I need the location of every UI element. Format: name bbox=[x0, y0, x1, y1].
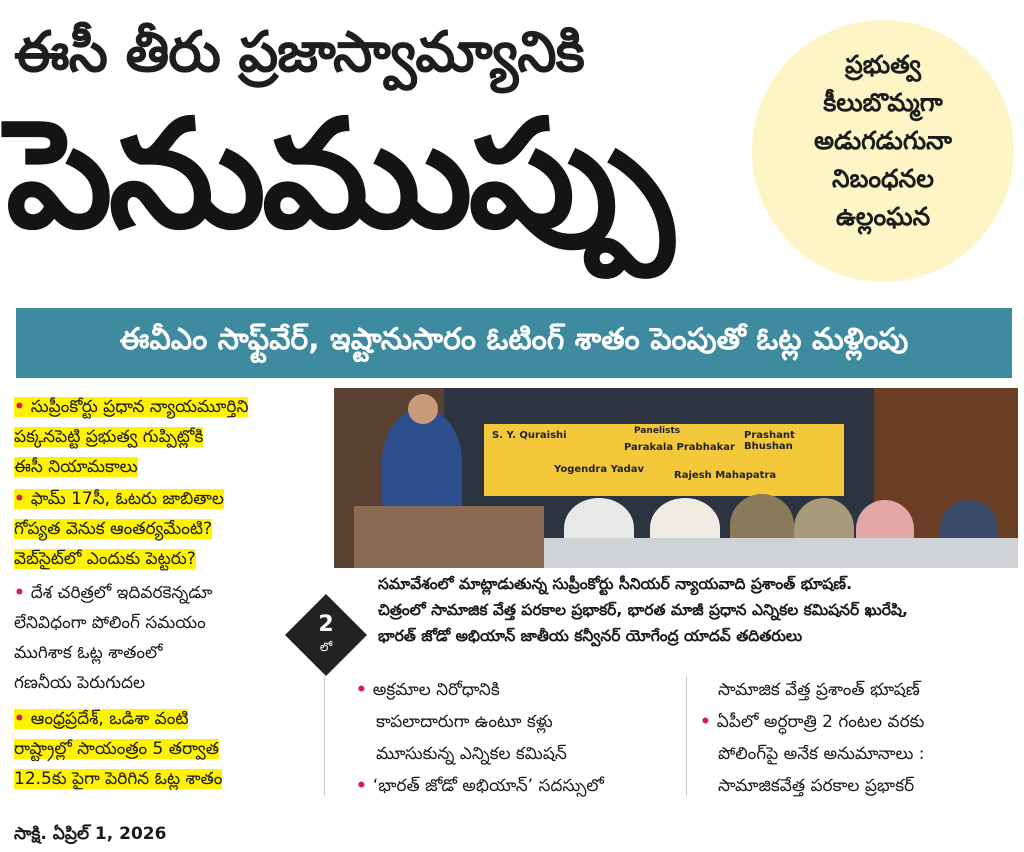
bullet-item bbox=[14, 484, 316, 574]
caption-line: సమావేశంలో మాట్లాడుతున్న సుప్రీంకోర్టు సీనియర్ న్యాయవాది ప్రశాంత్ భూషణ్. bbox=[378, 575, 852, 593]
bullet-line: రాష్ట్రాల్లో సాయంత్రం 5 తర్వాత bbox=[14, 739, 219, 759]
speaker-head bbox=[408, 394, 438, 424]
screen-name: Rajesh Mahapatra bbox=[674, 470, 777, 481]
bullet-line: సుప్రీంకోర్టు ప్రధాన న్యాయమూర్తిని bbox=[30, 397, 249, 417]
right-line: సామాజికవేత్త పరకాల ప్రభాకర్ bbox=[718, 776, 915, 796]
screen-name: Yogendra Yadav bbox=[554, 464, 645, 475]
screen-name: Parakala Prabhakar bbox=[624, 442, 735, 453]
event-photo bbox=[334, 388, 1018, 568]
sidebar-line: ప్రభుత్వ bbox=[845, 50, 921, 79]
panel-table bbox=[484, 538, 1018, 568]
mid-line: ‘భారత్ జోడో అభియాన్’ సదస్సులో bbox=[372, 776, 604, 796]
bullet-line: ముగిశాక ఓట్ల శాతంలో bbox=[14, 643, 163, 663]
mid-line: కాపలాదారుగా ఉంటూ కళ్లు bbox=[376, 712, 553, 732]
bullet-line: గణనీయ పెరుగుదల bbox=[14, 673, 146, 693]
bullet-dot: • bbox=[14, 709, 31, 729]
bullet-line: పక్కనపెట్టి ప్రభుత్వ గుప్పిట్లోకి bbox=[14, 427, 204, 447]
bullet-dot: • bbox=[14, 489, 31, 509]
bullet-dot: • bbox=[356, 776, 373, 796]
sidebar-line: కీలుబొమ్మగా bbox=[823, 88, 943, 117]
page-badge-sub: లో bbox=[319, 640, 333, 654]
right-line: ఏపీలో అర్ధరాత్రి 2 గంటల వరకు bbox=[716, 712, 925, 732]
sidebar-line: నిబంధనల bbox=[832, 164, 934, 193]
sidebar-line: ఉల్లంఘన bbox=[835, 202, 931, 231]
bullet-item bbox=[14, 392, 316, 482]
right-line: సామాజిక వేత్త ప్రశాంత్ భూషణ్ bbox=[718, 680, 920, 700]
bullet-dot: • bbox=[356, 680, 373, 700]
bullet-line: 12.5కు పైగా పెరిగిన ఓట్ల శాతం bbox=[14, 769, 223, 789]
dateline: సాక్షి. ఏప్రిల్ 1, 2026 bbox=[14, 824, 167, 844]
podium bbox=[354, 506, 544, 568]
stage-screen bbox=[484, 424, 844, 496]
mid-line: అక్రమాల నిరోధానికి bbox=[372, 680, 500, 700]
main-headline: పెనుముప్పు bbox=[6, 88, 670, 262]
mid-line: మూసుకున్న ఎన్నికల కమిషన్ bbox=[376, 744, 567, 764]
bullet-line: వెబ్‌సైట్‌లో ఎందుకు పెట్టరు? bbox=[14, 549, 196, 569]
right-column bbox=[700, 674, 925, 802]
bullet-line: ఈసీ నియామకాలు bbox=[14, 457, 138, 477]
caption-line: చిత్రంలో సామాజిక వేత్త పరకాల ప్రభాకర్, భారత మాజీ ప్రధాన ఎన్నికల కమిషనర్ ఖురేషి, bbox=[378, 601, 908, 619]
bullet-dot: • bbox=[700, 712, 717, 732]
bullet-line: గోప్యత వెనుక ఆంతర్యమేంటి? bbox=[14, 519, 213, 539]
bullet-item bbox=[14, 578, 316, 698]
bullet-line: లేనివిధంగా పోలింగ్ సమయం bbox=[14, 613, 206, 633]
bullet-item bbox=[14, 704, 316, 794]
bullet-line: ఆంధ్రప్రదేశ్, ఒడిశా వంటి bbox=[30, 709, 189, 729]
sidebar-text bbox=[752, 46, 1014, 236]
kicker-headline: ఈసీ తీరు ప్రజాస్వామ్యానికి bbox=[14, 20, 584, 85]
right-line: పోలింగ్‌పై అనేక అనుమానాలు : bbox=[718, 744, 925, 764]
screen-name: Prashant Bhushan bbox=[744, 430, 795, 452]
page-badge-number: 2 bbox=[318, 612, 334, 637]
subheadline-banner: ఈవీఎం సాఫ్ట్‌వేర్, ఇష్టానుసారం ఓటింగ్ శాతం పెంపుతో ఓట్ల మళ్లింపు bbox=[16, 308, 1012, 378]
caption-line: భారత్ జోడో అభియాన్ జాతీయ కన్వీనర్ యోగేంద్ర యాదవ్ తదితరులు bbox=[378, 627, 803, 645]
bullet-dot: • bbox=[14, 583, 31, 603]
speaker-figure bbox=[382, 408, 462, 518]
bullet-line: ఫామ్ 17సీ, ఓటరు జాబితాల bbox=[30, 489, 224, 509]
screen-name: Panelists bbox=[634, 426, 681, 436]
column-divider bbox=[324, 676, 325, 796]
bullet-dot: • bbox=[14, 397, 31, 417]
mid-column bbox=[356, 674, 604, 802]
photo-caption bbox=[378, 571, 1018, 649]
screen-name: S. Y. Quraishi bbox=[492, 430, 567, 441]
sidebar-line: అడుగడుగునా bbox=[813, 126, 953, 155]
bullet-line: దేశ చరిత్రలో ఇదివరకెన్నడూ bbox=[30, 583, 213, 603]
column-divider bbox=[686, 676, 687, 796]
